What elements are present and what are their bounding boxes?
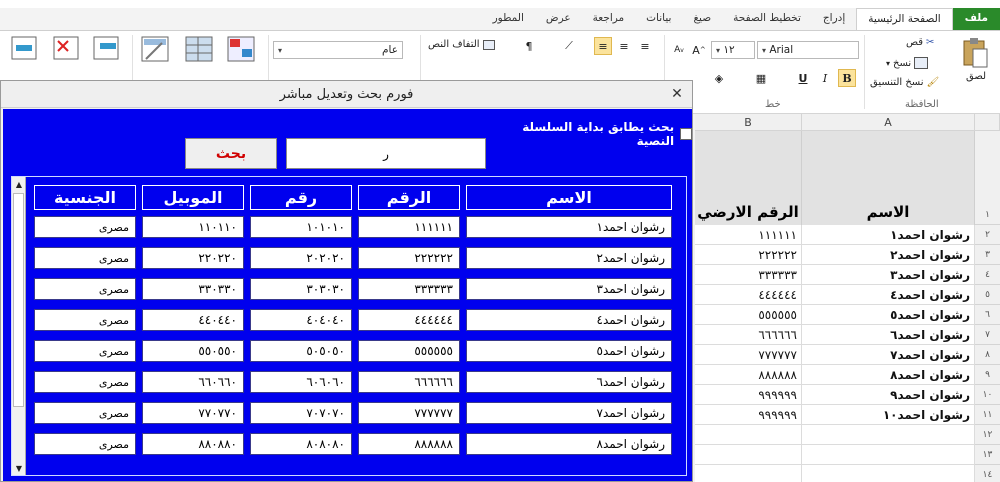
cell-land[interactable]: ١١١١١١ [695,225,802,245]
copy-icon [914,57,928,69]
paste-label: لصق [966,71,987,82]
field-number[interactable]: ٧٧٧٧٧٧ [358,402,460,424]
cell-land[interactable] [695,465,802,482]
number-format-value: عام [382,44,398,56]
number-format-combo[interactable] [273,41,403,59]
col-header-name: الاسم [466,185,672,210]
col-header-nationality: الجنسية [34,185,136,210]
field-code[interactable]: ٧٠٧٠٧٠ [250,402,352,424]
row-header[interactable]: ٥ [975,285,1000,305]
field-nationality[interactable]: مصرى [34,340,136,362]
cell-land[interactable]: ٩٩٩٩٩٩ [695,385,802,405]
field-code[interactable]: ٦٠٦٠٦٠ [250,371,352,393]
cell-land[interactable]: ٢٢٢٢٢٢ [695,245,802,265]
field-mobile[interactable]: ١١٠١١٠ [142,216,244,238]
results-grid [11,176,687,476]
field-name[interactable]: رشوان احمد١ [466,216,672,238]
format-as-table-icon[interactable] [184,35,214,65]
field-mobile[interactable]: ٦٦٠٦٦٠ [142,371,244,393]
field-code[interactable]: ٢٠٢٠٢٠ [250,247,352,269]
underline-button[interactable]: U [798,71,808,85]
search-button[interactable]: بحث [185,138,277,169]
align-bottom-icon[interactable]: ≡ [594,37,612,55]
font-group-label: خط [765,99,781,110]
dialog-title: فورم بحث وتعديل مباشر [1,81,692,108]
column-header-b[interactable]: B [695,114,802,131]
cell-name[interactable]: رشوان احمد٢ [802,245,975,265]
cell-land[interactable] [695,445,802,465]
col-header-code: رقم [250,185,352,210]
format-painter-button[interactable] [870,77,939,88]
field-number[interactable]: ٢٢٢٢٢٢ [358,247,460,269]
row-header[interactable]: ١٤ [975,465,1000,482]
ribbon-tabs [0,8,1000,30]
close-icon[interactable]: ✕ [671,86,683,102]
grow-font-icon[interactable]: A ^ [692,43,706,57]
tab-developer[interactable]: المطور [492,12,524,24]
field-code[interactable]: ٨٠٨٠٨٠ [250,433,352,455]
group-divider [864,35,865,109]
copy-button[interactable] [886,57,928,69]
borders-icon[interactable]: ▦ [755,71,767,85]
conditional-format-icon[interactable] [140,35,170,65]
field-number[interactable]: ٥٥٥٥٥٥ [358,340,460,362]
field-code[interactable]: ٤٠٤٠٤٠ [250,309,352,331]
field-number[interactable]: ٣٣٣٣٣٣ [358,278,460,300]
field-nationality[interactable]: مصرى [34,278,136,300]
field-name[interactable]: رشوان احمد٥ [466,340,672,362]
cell-name[interactable]: رشوان احمد٩ [802,385,975,405]
cell-name[interactable]: رشوان احمد٧ [802,345,975,365]
format-cells-icon[interactable] [92,35,122,65]
field-name[interactable]: رشوان احمد٦ [466,371,672,393]
field-name[interactable]: رشوان احمد٤ [466,309,672,331]
cell-name[interactable] [802,425,975,445]
cut-button[interactable] [906,37,934,48]
cell-name[interactable] [802,465,975,482]
scroll-up-icon[interactable]: ▲ [15,179,23,189]
cell-name[interactable]: رشوان احمد٤ [802,285,975,305]
wrap-text-button[interactable] [428,39,495,50]
tab-view[interactable]: عرض [545,12,571,24]
field-name[interactable]: رشوان احمد٣ [466,278,672,300]
column-header-a[interactable]: A [802,114,975,131]
match-start-option[interactable] [483,120,692,148]
field-nationality[interactable]: مصرى [34,216,136,238]
cell-land[interactable]: ٤٤٤٤٤٤ [695,285,802,305]
chevron-down-icon: ▾ [762,45,767,55]
field-code[interactable]: ٥٠٥٠٥٠ [250,340,352,362]
cell-name[interactable] [802,445,975,465]
paste-icon[interactable] [960,37,990,67]
col-header-mobile: الموبيل [142,185,244,210]
tab-home[interactable]: الصفحة الرئيسية [856,8,952,30]
cell-land[interactable]: ٦٦٦٦٦٦ [695,325,802,345]
align-top-icon[interactable]: ≡ [640,39,650,53]
format-painter-label: نسخ التنسيق [870,77,924,88]
field-mobile[interactable]: ٤٤٠٤٤٠ [142,309,244,331]
col-header-number: الرقم [358,185,460,210]
italic-button[interactable]: I [822,71,828,85]
field-mobile[interactable]: ٥٥٠٥٥٠ [142,340,244,362]
tab-page-layout[interactable]: تخطيط الصفحة [733,12,801,24]
worksheet[interactable] [695,114,1000,482]
header-cell-name[interactable]: الاسم [802,131,975,225]
title-bar [0,0,1000,8]
rtl-direction-icon[interactable]: ¶ [525,39,533,53]
copy-label: نسخ [893,57,912,69]
row-header[interactable]: ٩ [975,365,1000,385]
cell-name[interactable]: رشوان احمد١ [802,225,975,245]
field-name[interactable]: رشوان احمد٢ [466,247,672,269]
field-name[interactable]: رشوان احمد٨ [466,433,672,455]
bold-button[interactable]: B [838,69,856,87]
field-nationality[interactable]: مصرى [34,433,136,455]
chevron-down-icon: ▾ [716,45,721,55]
header-cell-land[interactable]: الرقم الارضي [695,131,802,225]
font-size-combo[interactable] [711,41,755,59]
cell-name[interactable]: رشوان احمد٨ [802,365,975,385]
match-start-label: بحث يطابق بداية السلسلة النصية [522,120,675,148]
tab-file[interactable]: ملف [953,8,1000,30]
scissors-icon: ✂ [926,37,935,48]
insert-cells-icon[interactable] [10,35,40,65]
font-name-combo[interactable] [757,41,859,59]
cut-label: قص [906,37,924,48]
field-number[interactable]: ٦٦٦٦٦٦ [358,371,460,393]
cell-land[interactable]: ٩٩٩٩٩٩ [695,405,802,425]
font-size-value: ١٢ [723,44,735,56]
cell-land[interactable]: ٥٥٥٥٥٥ [695,305,802,325]
form-body [3,109,692,481]
tab-insert[interactable]: إدراج [822,12,846,24]
field-mobile[interactable]: ٢٢٠٢٢٠ [142,247,244,269]
row-header[interactable]: ٤ [975,265,1000,285]
select-all-corner[interactable] [975,114,1000,131]
field-nationality[interactable]: مصرى [34,247,136,269]
cell-name[interactable]: رشوان احمد١٠ [802,405,975,425]
row-header[interactable]: ١٢ [975,425,1000,445]
field-number[interactable]: ٤٤٤٤٤٤ [358,309,460,331]
clipboard-group-label: الحافظة [905,99,939,110]
row-header[interactable]: ٧ [975,325,1000,345]
row-header[interactable]: ١٠ [975,385,1000,405]
cell-land[interactable] [695,425,802,445]
shrink-font-icon[interactable]: A v [674,45,684,55]
paste-button[interactable] [966,71,986,82]
match-start-checkbox[interactable] [680,128,692,140]
orientation-icon[interactable]: ⟋ [565,39,573,52]
fill-color-icon[interactable]: ◈ [714,71,724,85]
wrap-text-label: التفاف النص [428,39,480,50]
search-edit-dialog [0,80,693,482]
row-header[interactable]: ٢ [975,225,1000,245]
row-header[interactable]: ٨ [975,345,1000,365]
chevron-down-icon: ▾ [278,45,283,55]
field-code[interactable]: ٣٠٣٠٣٠ [250,278,352,300]
tab-review[interactable]: مراجعة [592,12,625,24]
row-header[interactable]: ١ [975,131,1000,225]
cell-name[interactable]: رشوان احمد٦ [802,325,975,345]
tab-data[interactable]: بيانات [646,12,672,24]
vertical-scrollbar[interactable] [12,177,26,475]
field-mobile[interactable]: ٨٨٠٨٨٠ [142,433,244,455]
font-name-value: Arial [769,44,794,56]
cell-styles-icon[interactable] [226,35,256,65]
scroll-thumb[interactable] [13,193,24,407]
scroll-down-icon[interactable]: ▼ [15,463,23,473]
wrap-text-icon [483,40,495,50]
delete-cells-icon[interactable] [52,35,82,65]
cell-land[interactable]: ٨٨٨٨٨٨ [695,365,802,385]
field-mobile[interactable]: ٧٧٠٧٧٠ [142,402,244,424]
field-code[interactable]: ١٠١٠١٠ [250,216,352,238]
field-number[interactable]: ٨٨٨٨٨٨ [358,433,460,455]
row-header[interactable]: ٦ [975,305,1000,325]
row-header[interactable]: ١٣ [975,445,1000,465]
field-nationality[interactable]: مصرى [34,371,136,393]
tab-formulas[interactable]: صيغ [693,12,712,24]
cell-land[interactable]: ٣٣٣٣٣٣ [695,265,802,285]
field-nationality[interactable]: مصرى [34,309,136,331]
field-number[interactable]: ١١١١١١ [358,216,460,238]
paintbrush-icon: 🖌 [926,77,940,88]
cell-name[interactable]: رشوان احمد٣ [802,265,975,285]
chevron-down-icon: ▾ [886,58,891,68]
align-middle-icon[interactable]: ≡ [619,39,629,53]
cell-name[interactable]: رشوان احمد٥ [802,305,975,325]
row-header[interactable]: ١١ [975,405,1000,425]
search-input[interactable]: ر [286,138,486,169]
field-mobile[interactable]: ٣٣٠٣٣٠ [142,278,244,300]
row-header[interactable]: ٣ [975,245,1000,265]
field-name[interactable]: رشوان احمد٧ [466,402,672,424]
cell-land[interactable]: ٧٧٧٧٧٧ [695,345,802,365]
field-nationality[interactable]: مصرى [34,402,136,424]
